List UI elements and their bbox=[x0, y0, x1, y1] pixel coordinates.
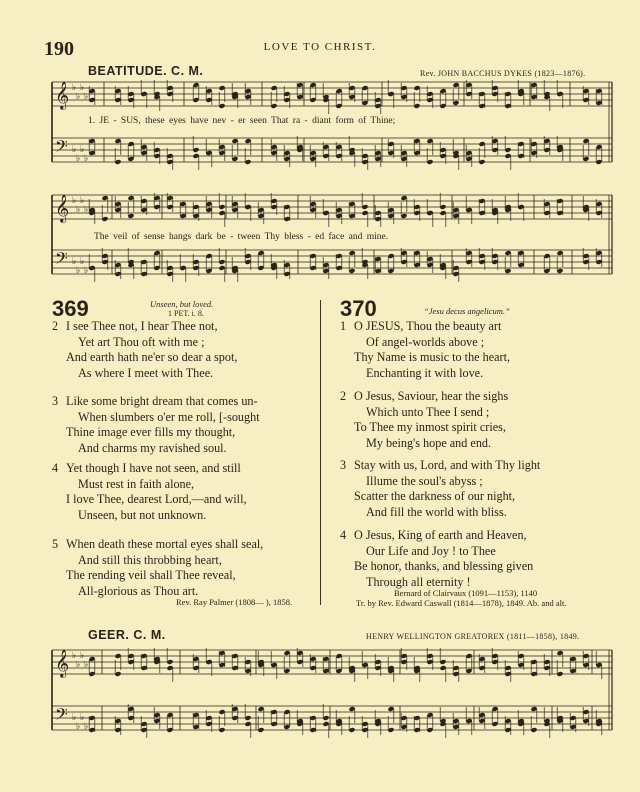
verse-line: Of angel-worlds above ; bbox=[366, 334, 485, 349]
system-1-flat-icon: ♭ bbox=[72, 83, 77, 93]
verse-line: As where I meet with Thee. bbox=[78, 365, 214, 380]
system-3-flat-icon: ♭ bbox=[76, 722, 81, 732]
verse-line: And charms my ravished soul. bbox=[78, 440, 227, 455]
hymn-370-verse-1 bbox=[340, 319, 510, 381]
system-1-flat-icon: ♭ bbox=[76, 154, 81, 164]
page-number: 190 bbox=[44, 38, 74, 60]
verse-line: Yet though I have not seen, and still bbox=[66, 461, 241, 475]
system-1-flat-icon: ♭ bbox=[72, 145, 77, 155]
verse-line: And fill the world with bliss. bbox=[366, 504, 507, 519]
hymn-370-attribution-2: Tr. by Rev. Edward Caswall (1814—1878), 1849. Ab. and alt. bbox=[356, 598, 567, 608]
verse-line: My being's hope and end. bbox=[366, 435, 492, 450]
verse-line: And earth hath ne'er so dear a spot, bbox=[66, 350, 238, 365]
hymn-369-verse-2 bbox=[52, 319, 237, 381]
verse-number: 2 bbox=[52, 319, 59, 333]
system-2-flat-icon: ♭ bbox=[72, 196, 77, 206]
system-2-flat-icon: ♭ bbox=[76, 205, 81, 215]
verse-line: And still this throbbing heart, bbox=[78, 552, 222, 567]
verse-line: Our Life and Joy ! to Thee bbox=[366, 543, 496, 558]
system-1-bass-clef-icon: 𝄢 bbox=[55, 136, 68, 160]
system-2-flat-icon: ♭ bbox=[80, 257, 85, 267]
tune-name-geer: GEER. C. M. bbox=[88, 628, 166, 642]
hymn-369-attribution: Rev. Ray Palmer (1808— ), 1858. bbox=[176, 597, 293, 607]
verse-number: 3 bbox=[52, 394, 59, 408]
hymn-369-source: Unseen, but loved. bbox=[150, 299, 214, 309]
system-1-flat-icon: ♭ bbox=[76, 92, 81, 102]
verse-line: Thine image ever fills my thought, bbox=[66, 425, 236, 440]
tune-composer-greatorex: HENRY WELLINGTON GREATOREX (1811—1858), 1849. bbox=[366, 632, 580, 641]
verse-line: I love Thee, dearest Lord,—and will, bbox=[66, 492, 247, 507]
hymn-370-attribution-1: Bernard of Clairvaux (1091—1153), 1140 bbox=[394, 588, 538, 598]
system-3-flat-icon: ♭ bbox=[76, 660, 81, 670]
verse-line: Through all eternity ! bbox=[366, 574, 471, 589]
system-3-flat-icon: ♭ bbox=[84, 722, 89, 732]
hymn-369-verse-5 bbox=[52, 537, 263, 599]
hymn-369-reference: 1 PET. i. 8. bbox=[168, 309, 204, 318]
verse-number: 1 bbox=[340, 319, 347, 333]
hymn-370-verse-3 bbox=[340, 458, 540, 520]
hymn-370-verse-2 bbox=[340, 389, 508, 451]
system-3-flat-icon: ♭ bbox=[84, 660, 89, 670]
verse-line: O JESUS, Thou the beauty art bbox=[354, 319, 502, 333]
verse-line: Be honor, thanks, and blessing given bbox=[354, 559, 534, 574]
verse-number: 4 bbox=[340, 528, 347, 542]
system-2-flat-icon: ♭ bbox=[84, 266, 89, 276]
system-3-flat-icon: ♭ bbox=[80, 651, 85, 661]
system-3-flat-icon: ♭ bbox=[72, 713, 77, 723]
verse-line: O Jesus, Saviour, hear the sighs bbox=[354, 389, 509, 403]
hymn-370-verse-4 bbox=[340, 528, 533, 590]
hymn-369-verse-4 bbox=[52, 461, 247, 523]
system-2-flat-icon: ♭ bbox=[72, 257, 77, 267]
verse-number: 3 bbox=[340, 458, 347, 472]
system-2-treble-clef-icon: 𝄞 bbox=[55, 194, 70, 222]
system-2-flat-icon: ♭ bbox=[80, 196, 85, 206]
verse-line: All-glorious as Thou art. bbox=[78, 583, 199, 598]
verse-line: O Jesus, King of earth and Heaven, bbox=[354, 528, 527, 542]
system-1-flat-icon: ♭ bbox=[80, 83, 85, 93]
verse-line: When slumbers o'er me roll, [-sought bbox=[78, 409, 260, 424]
system-1-flat-icon: ♭ bbox=[80, 145, 85, 155]
system-3-flat-icon: ♭ bbox=[72, 651, 77, 661]
tune-composer-dykes: Rev. JOHN BACCHUS DYKES (1823—1876). bbox=[420, 69, 586, 78]
tune-name-beatitude: BEATITUDE. C. M. bbox=[88, 64, 204, 78]
verse-number: 4 bbox=[52, 461, 59, 475]
system-2-flat-icon: ♭ bbox=[84, 205, 89, 215]
verse-number: 2 bbox=[340, 389, 347, 403]
verse-line: Like some bright dream that comes un- bbox=[66, 394, 258, 408]
verse-line: Yet art Thou oft with me ; bbox=[78, 334, 205, 349]
verse-line: To Thee my inmost spirit cries, bbox=[354, 420, 506, 435]
system-3-bass-clef-icon: 𝄢 bbox=[55, 704, 68, 728]
verse-line: Which unto Thee I send ; bbox=[366, 404, 490, 419]
verse-line: Enchanting it with love. bbox=[366, 365, 484, 380]
column-divider bbox=[320, 300, 321, 605]
verse-line: Scatter the darkness of our night, bbox=[354, 489, 516, 504]
system-1-flat-icon: ♭ bbox=[84, 154, 89, 164]
verse-line: Thy Name is music to the heart, bbox=[354, 350, 511, 365]
system-3-flat-icon: ♭ bbox=[80, 713, 85, 723]
verse-line: Stay with us, Lord, and with Thy light bbox=[354, 458, 541, 472]
lyrics-line-1: 1. JE - SUS, these eyes have nev - er seen That ra - diant form of Thine; bbox=[88, 116, 396, 126]
hymn-number-370: 370 bbox=[340, 296, 377, 321]
system-1-treble-clef-icon: 𝄞 bbox=[55, 81, 70, 109]
verse-line: When death these mortal eyes shall seal, bbox=[66, 537, 264, 551]
running-head: LOVE TO CHRIST. bbox=[263, 41, 377, 53]
verse-number: 5 bbox=[52, 537, 59, 551]
system-1-flat-icon: ♭ bbox=[84, 92, 89, 102]
verse-line: Must rest in faith alone, bbox=[78, 476, 195, 491]
system-3-treble-clef-icon: 𝄞 bbox=[55, 649, 70, 677]
hymn-number-369: 369 bbox=[52, 296, 89, 321]
verse-line: The rending veil shall Thee reveal, bbox=[66, 568, 236, 583]
lyrics-line-2: The veil of sense hangs dark be - tween Thy bless - ed face and mine. bbox=[94, 232, 389, 242]
verse-line: Unseen, but not unknown. bbox=[78, 507, 207, 522]
hymn-369-verse-3 bbox=[52, 394, 260, 456]
verse-line: I see Thee not, I hear Thee not, bbox=[66, 319, 218, 333]
verse-line: Illume the soul's abyss ; bbox=[366, 473, 483, 488]
system-2-bass-clef-icon: 𝄢 bbox=[55, 248, 68, 272]
hymn-370-source: “Jesu decus angelicum.” bbox=[424, 306, 510, 316]
system-2-flat-icon: ♭ bbox=[76, 266, 81, 276]
